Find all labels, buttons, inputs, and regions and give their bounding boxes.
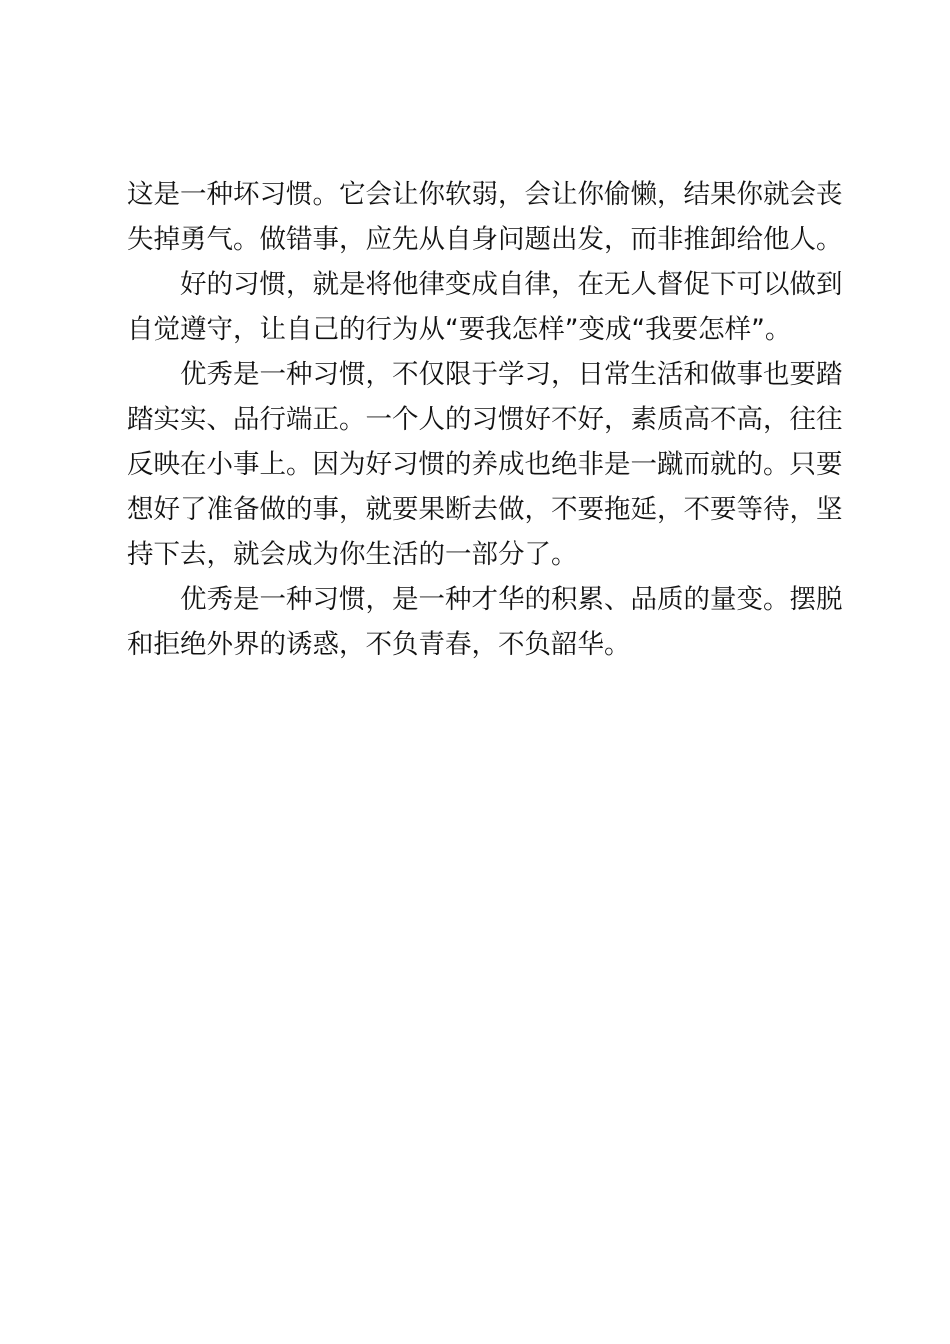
text-line: 自觉遵守，让自己的行为从“要我怎样”变成“我要怎样”。 [127,314,792,345]
text-line: 和拒绝外界的诱惑，不负青春，不负韶华。 [127,629,631,660]
paragraph-1 [127,172,843,262]
text-line: 这是一种坏习惯。它会让你软弱，会让你偷懒，结果你就会丧 [127,179,843,210]
paragraph-4 [127,577,843,667]
text-line: 优秀是一种习惯，不仅限于学习，日常生活和做事也要踏 [180,359,843,390]
text-line: 想好了准备做的事，就要果断去做，不要拖延，不要等待，坚 [127,494,843,525]
text-line: 反映在小事上。因为好习惯的养成也绝非是一蹴而就的。只要 [127,449,843,480]
text-line: 踏实实、品行端正。一个人的习惯好不好，素质高不高，往往 [127,404,843,435]
paragraph-2 [127,262,843,352]
paragraph-3 [127,352,843,577]
text-line: 好的习惯，就是将他律变成自律，在无人督促下可以做到 [180,269,843,300]
document-body [127,172,843,667]
text-line: 持下去，就会成为你生活的一部分了。 [127,539,578,570]
text-line: 失掉勇气。做错事，应先从自身问题出发，而非推卸给他人。 [127,224,843,255]
text-line: 优秀是一种习惯，是一种才华的积累、品质的量变。摆脱 [180,584,843,615]
